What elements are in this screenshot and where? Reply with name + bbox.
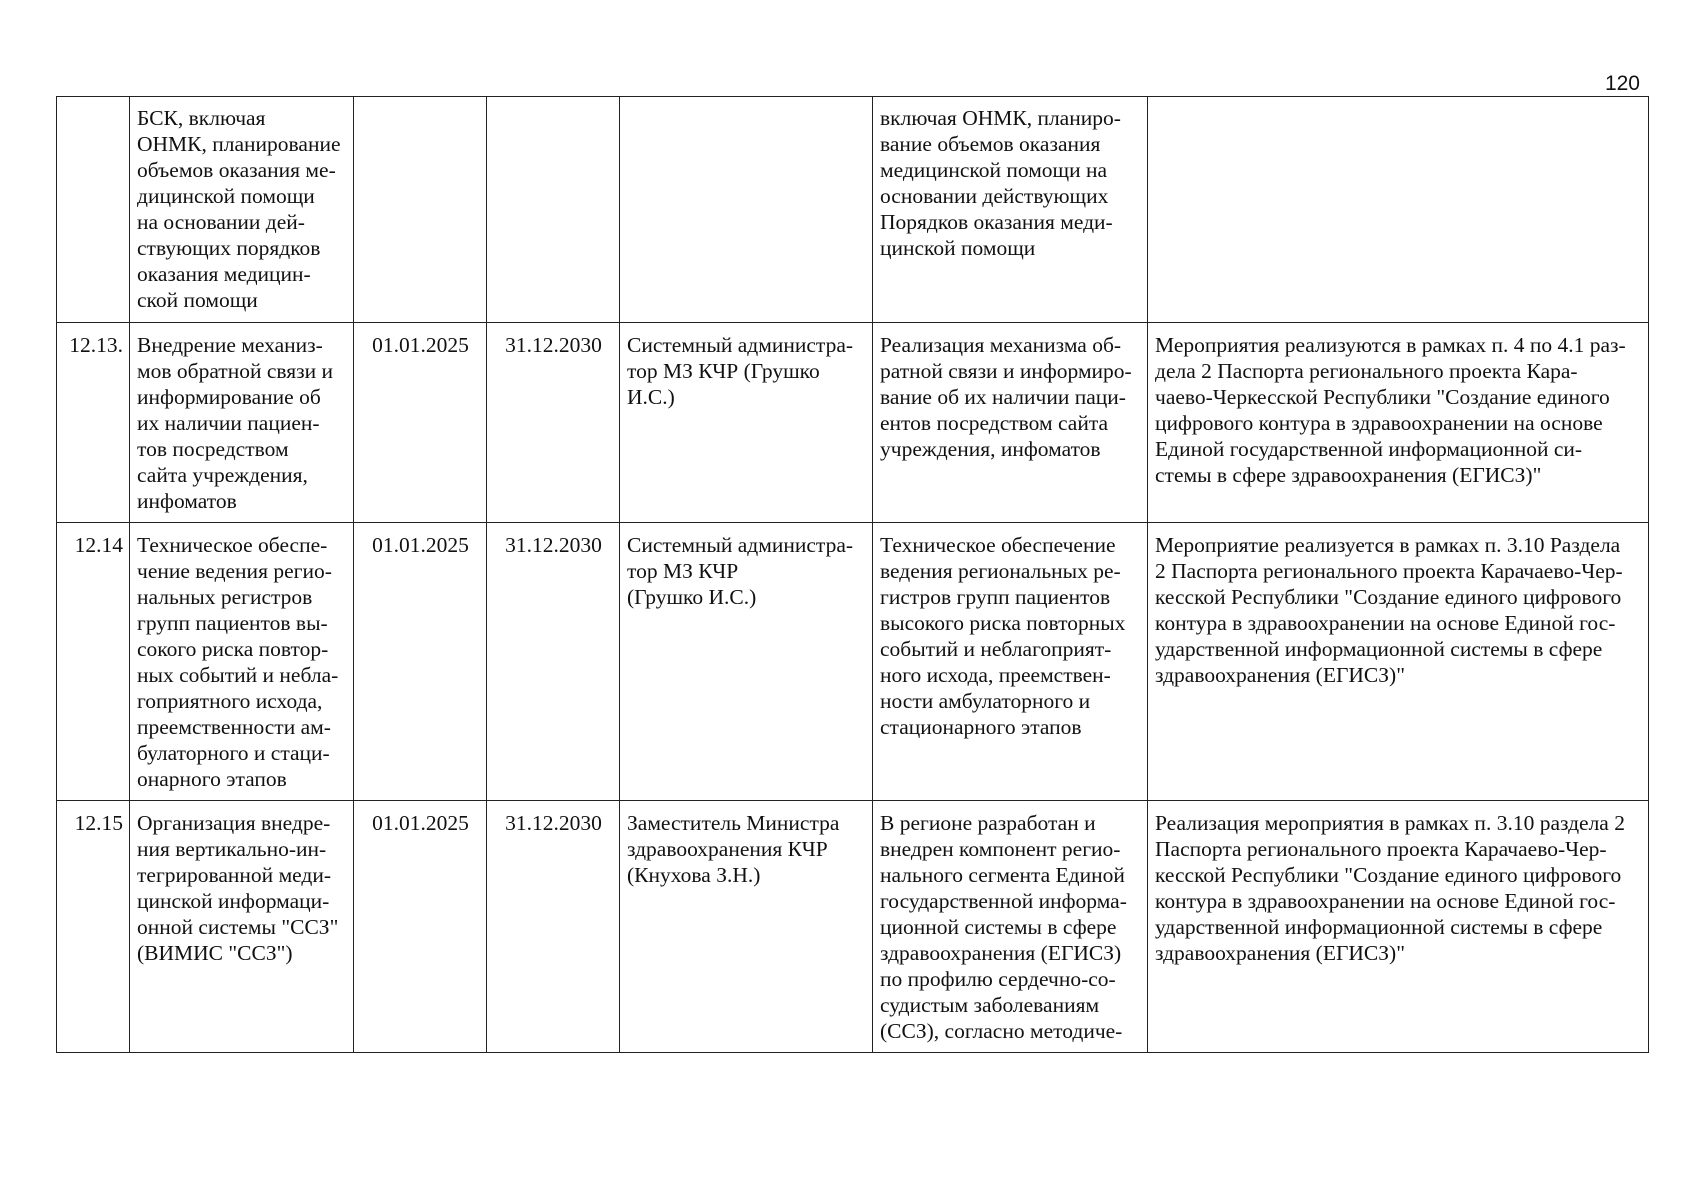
result-cell: Техническое обеспечение ведения региональных ре- гистров групп пациентов высокого риска повторных событий и неблагоприят- ного исхода, преемствен- ности амбулаторного и стационарного этапов	[873, 523, 1148, 801]
event-name-cell: БСК, включая ОНМК, планирование объемов оказания ме- дицинской помощи на основании дей- ствующих порядков оказания медицин- ской помощи	[130, 97, 354, 323]
item-number-cell: 12.14	[57, 523, 130, 801]
event-name-cell: Организация внедре- ния вертикально-ин- тегрированной меди- цинской информаци- онной системы "ССЗ" (ВИМИС "ССЗ")	[130, 801, 354, 1053]
measures-table	[56, 96, 1649, 1053]
start-date-cell	[354, 97, 487, 323]
page-number: 120	[1604, 72, 1640, 95]
start-date-cell: 01.01.2025	[354, 523, 487, 801]
note-cell: Реализация мероприятия в рамках п. 3.10 раздела 2 Паспорта регионального проекта Карачаево-Чер- кесской Республики "Создание единого цифрового контура в здравоохранении на основе Единой гос- ударственной информационной системы в сфере здравоохранения (ЕГИСЗ)"	[1148, 801, 1649, 1053]
note-cell	[1148, 97, 1649, 323]
note-cell: Мероприятие реализуется в рамках п. 3.10 Раздела 2 Паспорта регионального проекта Карачаево-Чер- кесской Республики "Создание единого цифрового контура в здравоохранении на основе Единой гос- ударственной информационной системы в сфере здравоохранения (ЕГИСЗ)"	[1148, 523, 1649, 801]
result-cell: Реализация механизма об- ратной связи и информиро- вание об их наличии паци- ентов посредством сайта учреждения, инфоматов	[873, 323, 1148, 523]
end-date-cell: 31.12.2030	[487, 323, 620, 523]
responsible-cell	[620, 97, 873, 323]
responsible-cell: Системный администра- тор МЗ КЧР (Грушко И.С.)	[620, 323, 873, 523]
table-row	[57, 523, 1649, 801]
result-cell: В регионе разработан и внедрен компонент регио- нального сегмента Единой государственной информа- ционной системы в сфере здравоохранения (ЕГИСЗ) по профилю сердечно-со- судистым заболеваниям (ССЗ), согласно методиче-	[873, 801, 1148, 1053]
table-row	[57, 323, 1649, 523]
event-name-cell: Внедрение механиз- мов обратной связи и информирование об их наличии пациен- тов посредством сайта учреждения, инфоматов	[130, 323, 354, 523]
result-cell: включая ОНМК, планиро- вание объемов оказания медицинской помощи на основании действующих Порядков оказания меди- цинской помощи	[873, 97, 1148, 323]
end-date-cell: 31.12.2030	[487, 801, 620, 1053]
note-cell: Мероприятия реализуются в рамках п. 4 по 4.1 раз- дела 2 Паспорта регионального проекта Кара- чаево-Черкесской Республики "Создание единого цифрового контура в здравоохранении на основе Единой государственной информационной си- стемы в сфере здравоохранения (ЕГИСЗ)"	[1148, 323, 1649, 523]
start-date-cell: 01.01.2025	[354, 323, 487, 523]
responsible-cell: Заместитель Министра здравоохранения КЧР (Кнухова З.Н.)	[620, 801, 873, 1053]
start-date-cell: 01.01.2025	[354, 801, 487, 1053]
table-row	[57, 97, 1649, 323]
end-date-cell	[487, 97, 620, 323]
item-number-cell: 12.15	[57, 801, 130, 1053]
table-row	[57, 801, 1649, 1053]
responsible-cell: Системный администра- тор МЗ КЧР (Грушко И.С.)	[620, 523, 873, 801]
event-name-cell: Техническое обеспе- чение ведения регио- нальных регистров групп пациентов вы- сокого риска повтор- ных событий и небла- гоприятного исхода, преемственности ам- булаторного и стаци- онарного этапов	[130, 523, 354, 801]
item-number-cell: 12.13.	[57, 323, 130, 523]
item-number-cell	[57, 97, 130, 323]
end-date-cell: 31.12.2030	[487, 523, 620, 801]
